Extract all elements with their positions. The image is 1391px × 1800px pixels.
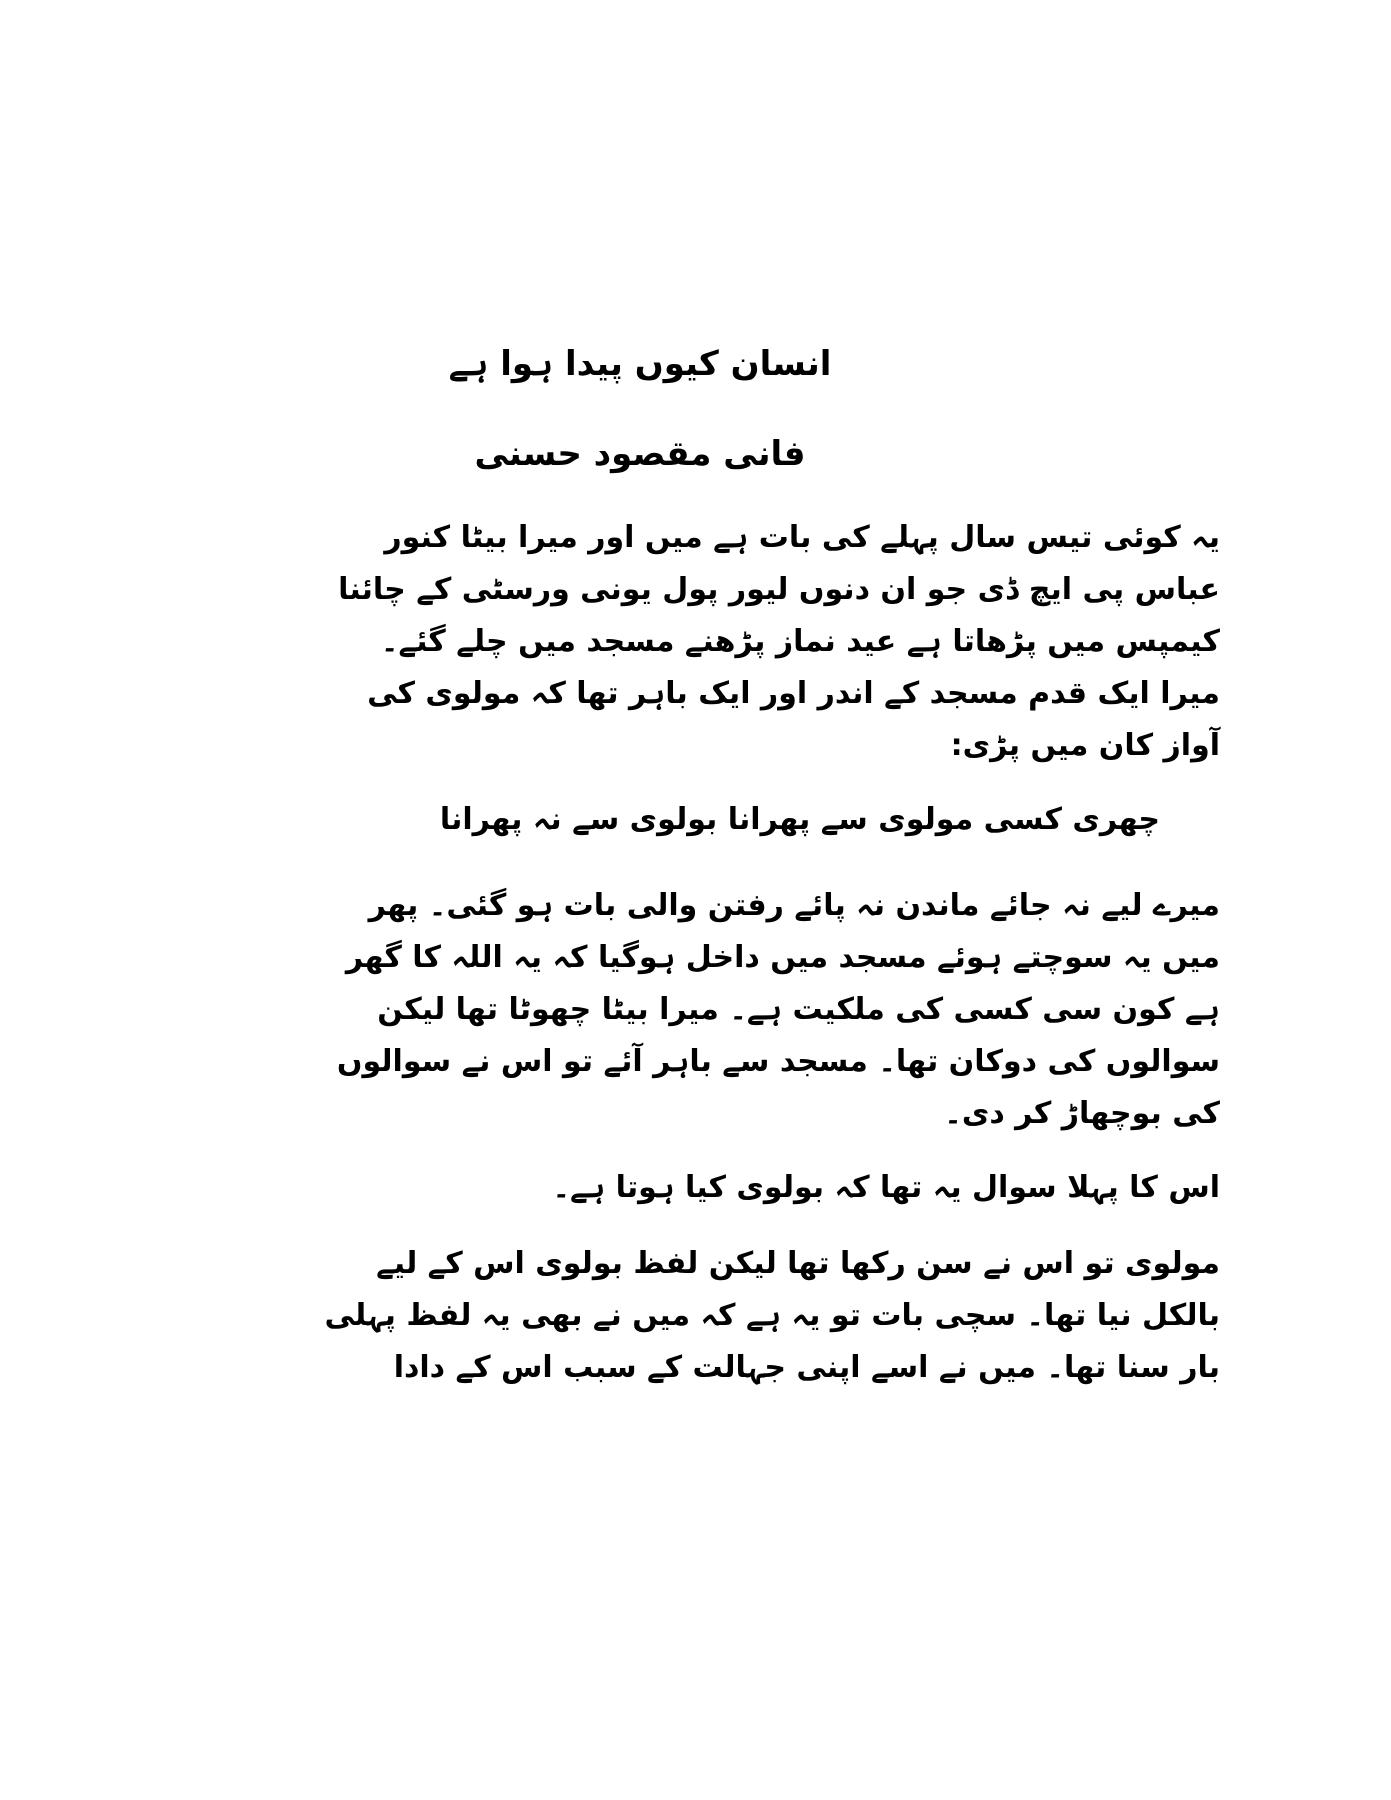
document-body — [180, 340, 1220, 1416]
verse-line: چھری کسی مولوی سے پھرانا بولوی سے نہ پھرانا — [439, 802, 1160, 837]
paragraph-line: بار سنا تھا۔ میں نے اسے اپنی جہالت کے سبب اس کے دادا — [393, 1350, 1220, 1385]
document-title: انسان کیوں پیدا ہوا ہے — [448, 344, 832, 384]
paragraph-line: کی بوچھاڑ کر دی۔ — [944, 1096, 1220, 1131]
paragraph-line: میرا ایک قدم مسجد کے اندر اور ایک باہر تھا کہ مولوی کی — [367, 676, 1220, 711]
paragraph-line: سوالوں کی دوکان تھا۔ مسجد سے باہر آئے تو اس نے سوالوں — [336, 1044, 1220, 1079]
paragraph-4 — [180, 1238, 1220, 1394]
paragraph-line: یہ کوئی تیس سال پہلے کی بات ہے میں اور میرا بیٹا کنور — [384, 520, 1220, 555]
paragraph-line: کیمپس میں پڑھاتا ہے عید نماز پڑھنے مسجد میں چلے گئے۔ — [380, 624, 1220, 659]
paragraph-line: بالکل نیا تھا۔ سچی بات تو یہ ہے کہ میں نے بھی یہ لفظ پہلی — [324, 1298, 1220, 1333]
paragraph-3: اس کا پہلا سوال یہ تھا کہ بولوی کیا ہوتا ہے۔ — [552, 1170, 1220, 1205]
paragraph-line: عباس پی ایچ ڈی جو ان دنوں لیور پول یونی ورسٹی کے چائنا — [338, 572, 1220, 607]
paragraph-line: میرے لیے نہ جائے ماندن نہ پائے رفتن والی بات ہو گئی۔ پھر — [368, 888, 1220, 923]
paragraph-line: مولوی تو اس نے سن رکھا تھا لیکن لفظ بولوی اس کے لیے — [376, 1246, 1220, 1281]
paragraph-line: ہے کون سی کسی کی ملکیت ہے۔ میرا بیٹا چھوٹا تھا لیکن — [377, 992, 1220, 1027]
author-name: فانی مقصود حسنی — [474, 434, 806, 474]
paragraph-2 — [180, 880, 1220, 1140]
paragraph-1 — [180, 512, 1220, 772]
paragraph-line: آواز کان میں پڑی: — [950, 728, 1220, 763]
paragraph-line: میں یہ سوچتے ہوئے مسجد میں داخل ہوگیا کہ یہ اللہ کا گھر — [345, 940, 1220, 975]
